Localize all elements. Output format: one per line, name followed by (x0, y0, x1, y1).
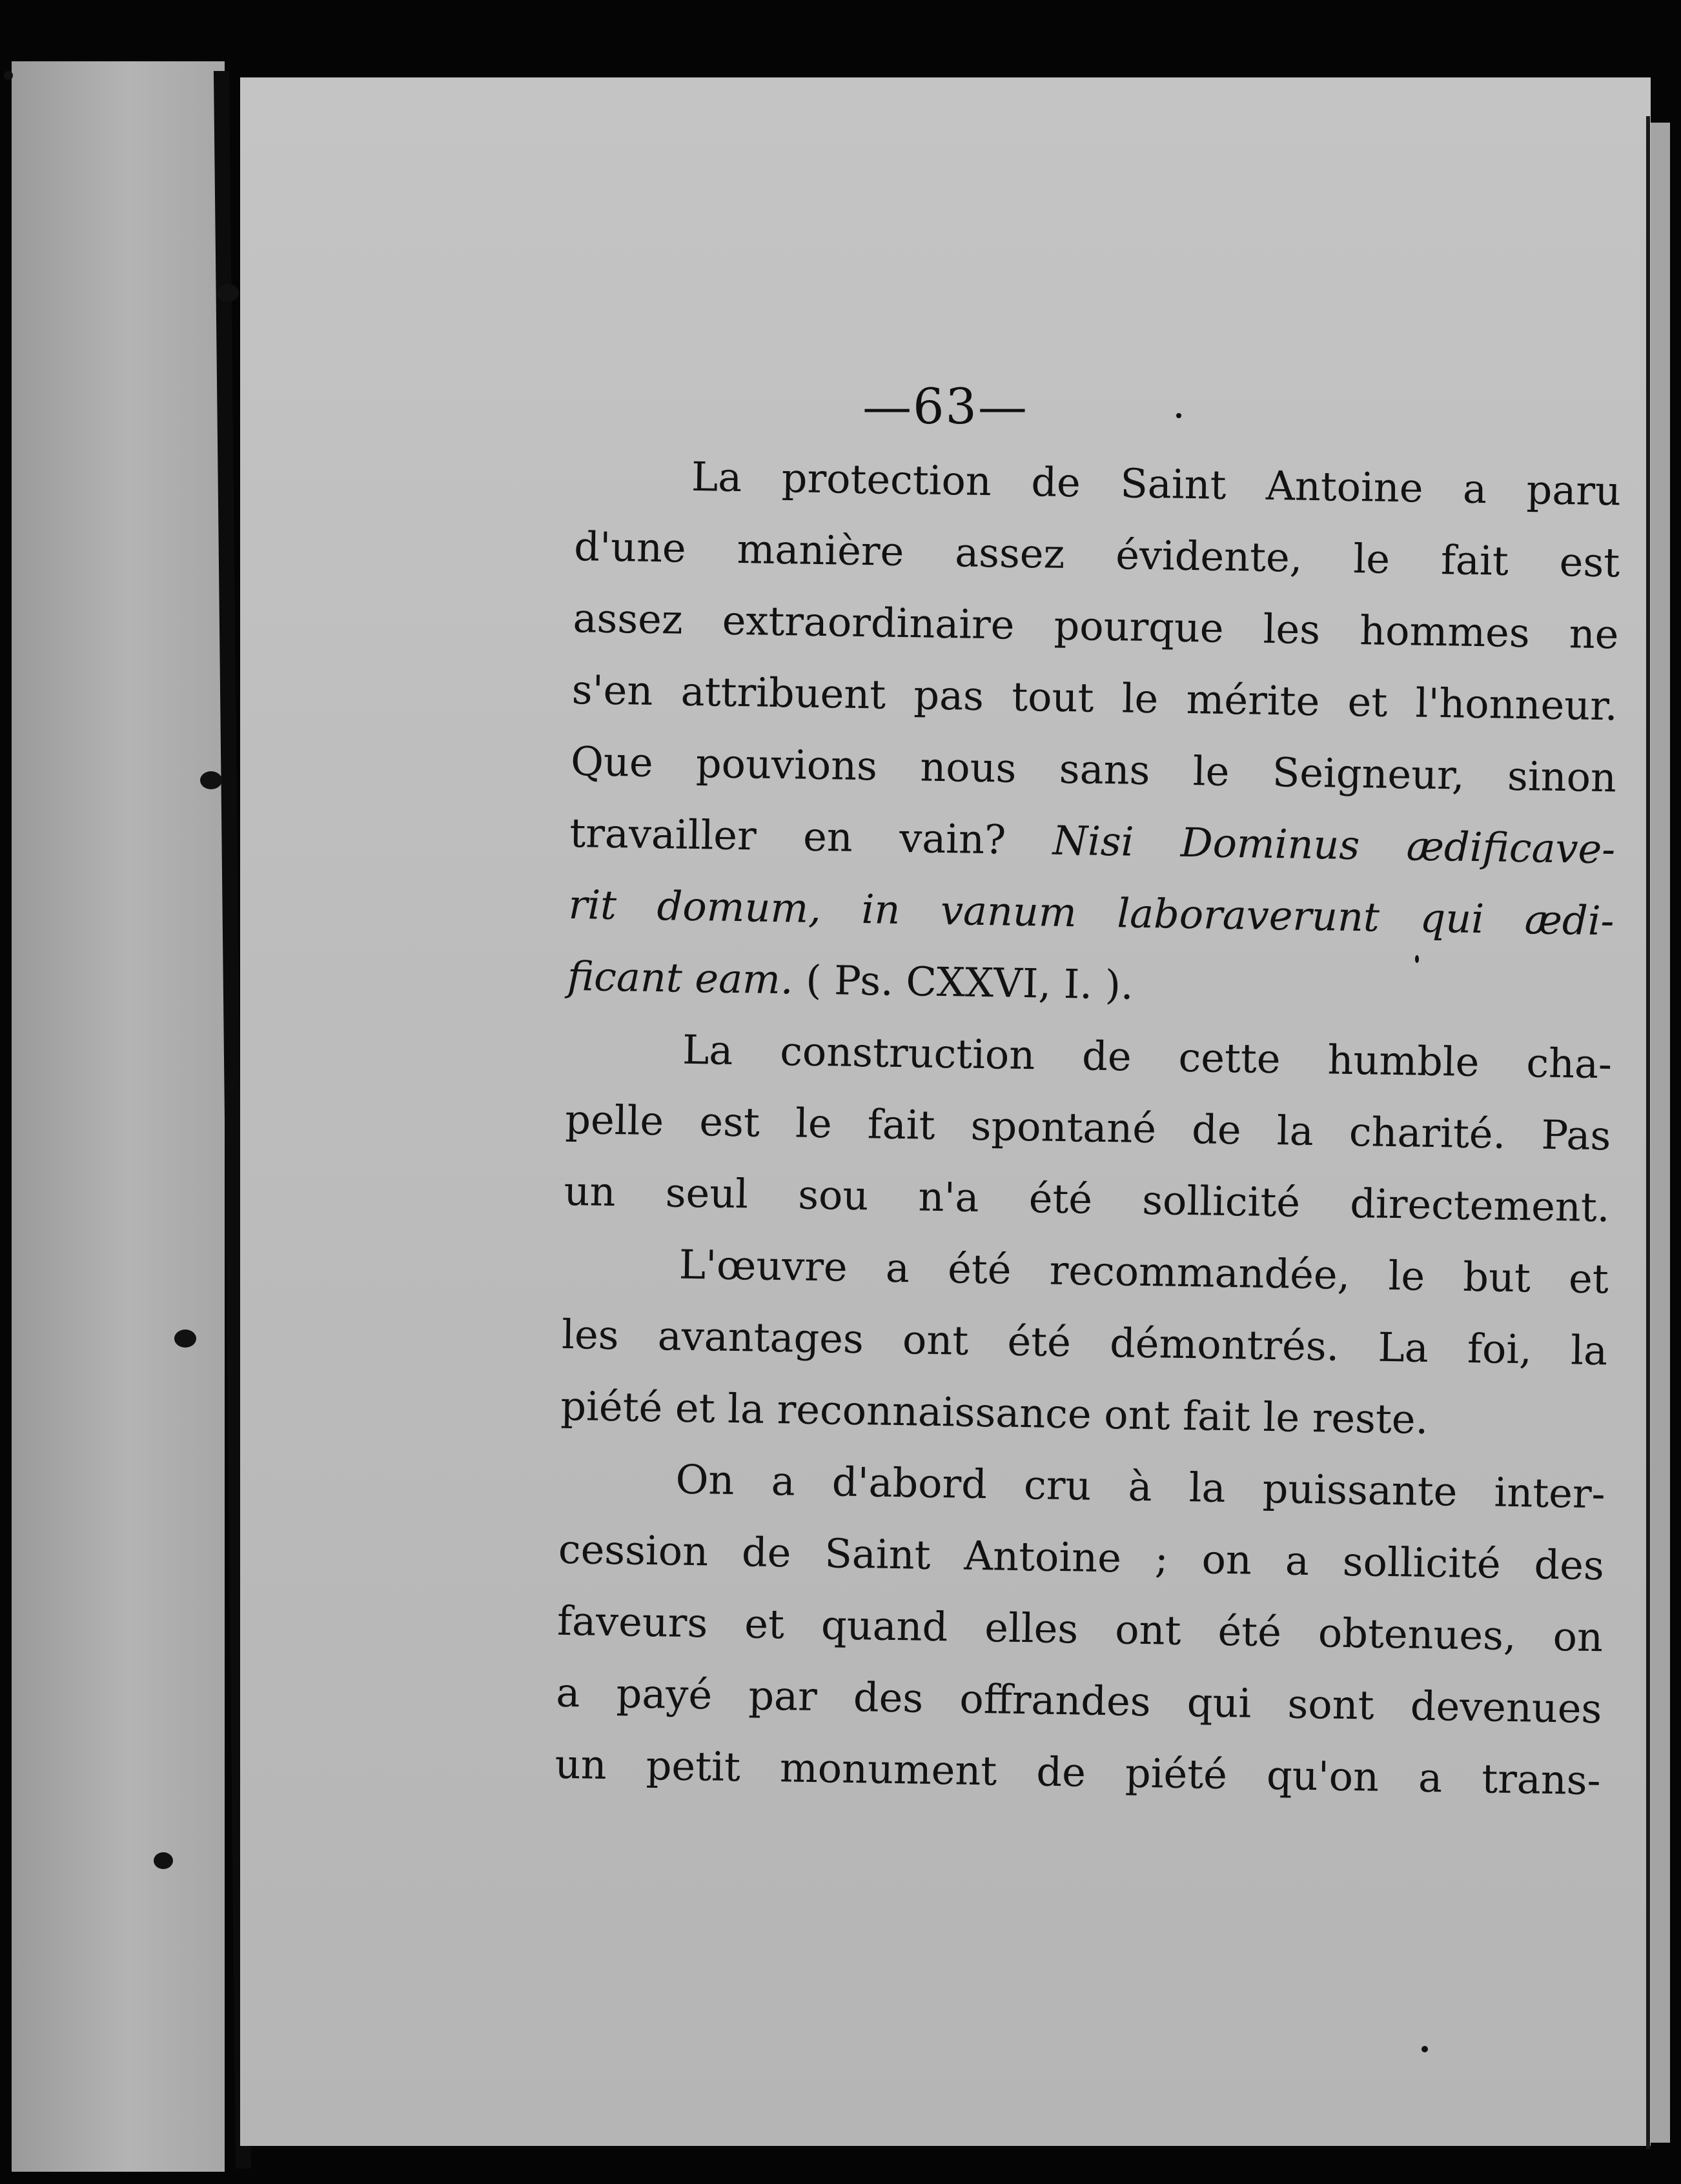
text-line: s'en attribuent pas tout le mérite et l'honneur. (571, 665, 1618, 730)
text-line: faveurs et quand elles ont été obtenues, on (556, 1597, 1604, 1661)
text-line: d'une manière assez évidente, le fait est (573, 522, 1620, 587)
paragraph-2 (564, 1012, 1613, 1243)
scan-speck (1176, 413, 1181, 418)
text-line: La construction de cette humble cha- (682, 1026, 1613, 1088)
text-segment: travailler en vain? (569, 809, 1006, 864)
text-line: un seul sou n'a été sollicité directement. (564, 1167, 1611, 1231)
text-line: pelle est le fait spontané de la charité. Pas (564, 1095, 1611, 1160)
binding-mark (154, 1852, 173, 1869)
text-line: L'œuvre a été recommandée, le but et (678, 1240, 1609, 1303)
book-page (240, 77, 1651, 2146)
text-line: On a d'abord cru à la puissante inter- (675, 1455, 1606, 1518)
text-line: Que pouvions nous sans le Seigneur, sinon (570, 737, 1617, 802)
scan-speck (1415, 955, 1419, 963)
page-number: —63— (862, 378, 1028, 435)
paragraph-1 (567, 439, 1622, 1028)
binding-mark (174, 1330, 196, 1348)
paragraph-3 (560, 1227, 1609, 1458)
latin-quote-line: rit domum, in vanum laboraverunt qui ædi- (568, 880, 1615, 945)
body-text (555, 439, 1622, 1816)
latin-quote: ficant eam. (567, 952, 794, 1004)
text-line: un petit monument de piété qu'on a trans- (555, 1740, 1602, 1805)
text-line: a payé par des offrandes qui sont devenues (555, 1668, 1602, 1733)
binding-mark (217, 284, 239, 302)
paragraph-4 (555, 1442, 1606, 1816)
binding-mark (200, 771, 222, 789)
facing-page-edge (12, 61, 225, 2172)
text-line: assez extraordinaire pourque les hommes ne (573, 594, 1620, 658)
text-line: cession de Saint Antoine ; on a sollicité des (558, 1525, 1605, 1590)
text-line: piété et la reconnaissance ont fait le reste. (560, 1382, 1429, 1443)
scan-speck (1421, 2046, 1428, 2052)
page-edge-line (1646, 116, 1650, 2149)
text-line: La protection de Saint Antoine a paru (691, 452, 1622, 515)
right-page-edge (1651, 123, 1670, 2143)
latin-quote: Nisi Dominus ædificave- (1052, 816, 1616, 873)
binding-mark (4, 71, 13, 80)
text-line: les avantages ont été démontrés. La foi, la (561, 1310, 1608, 1375)
psalm-reference: ( Ps. CXXVI, I. ). (805, 956, 1134, 1009)
